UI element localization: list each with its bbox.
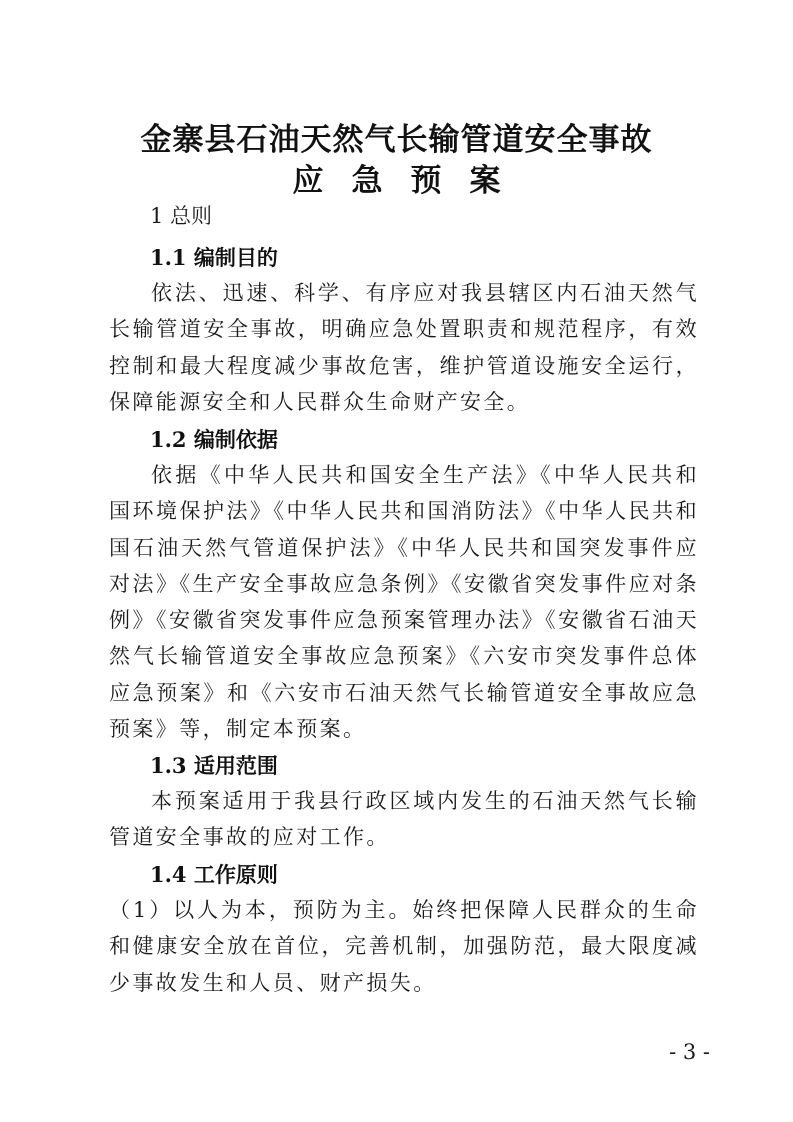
section-heading-basis: 1.2 编制依据 [150,427,278,452]
section-heading-general: 1 总则 [150,204,213,228]
document-title-line2: 应急预案 [292,163,529,199]
document-title-line1: 金寨县石油天然气长输管道安全事故 [140,122,653,158]
section-heading-principles: 1.4 工作原则 [150,862,278,887]
page-number: - 3 - [669,1040,710,1064]
paragraph-purpose: 依法、迅速、科学、有序应对我县辖区内石油天然气长输管道安全事故，明确应急处置职责和规范程序，有效控制和最大程度减少事故危害，维护管道设施安全运行，保障能源安全和人民群众生命财产安全。 [109,281,699,414]
section-heading-purpose: 1.1 编制目的 [150,245,278,270]
paragraph-principles: （1）以人为本，预防为主。始终把保障人民群众的生命和健康安全放在首位，完善机制，加强防范，最大限度减少事故发生和人员、财产损失。 [109,898,699,995]
paragraph-scope: 本预案适用于我县行政区域内发生的石油天然气长输管道安全事故的应对工作。 [109,789,699,850]
section-heading-scope: 1.3 适用范围 [150,753,278,778]
paragraph-basis: 依据《中华人民共和国安全生产法》《中华人民共和国环境保护法》《中华人民共和国消防法》《中华人民共和国石油天然气管道保护法》《中华人民共和国突发事件应对法》《生产安全事故应急条例》《安徽省突发事件应对条例》《安徽省突发事件应急预案管理办法》《安徽省石油天然气长输管道安全事故应急预案》《六安市突发事件总体应急预案》和《六安市石油天然气长输管道安全事故应急预案》等，制定本预案。 [109,463,699,742]
